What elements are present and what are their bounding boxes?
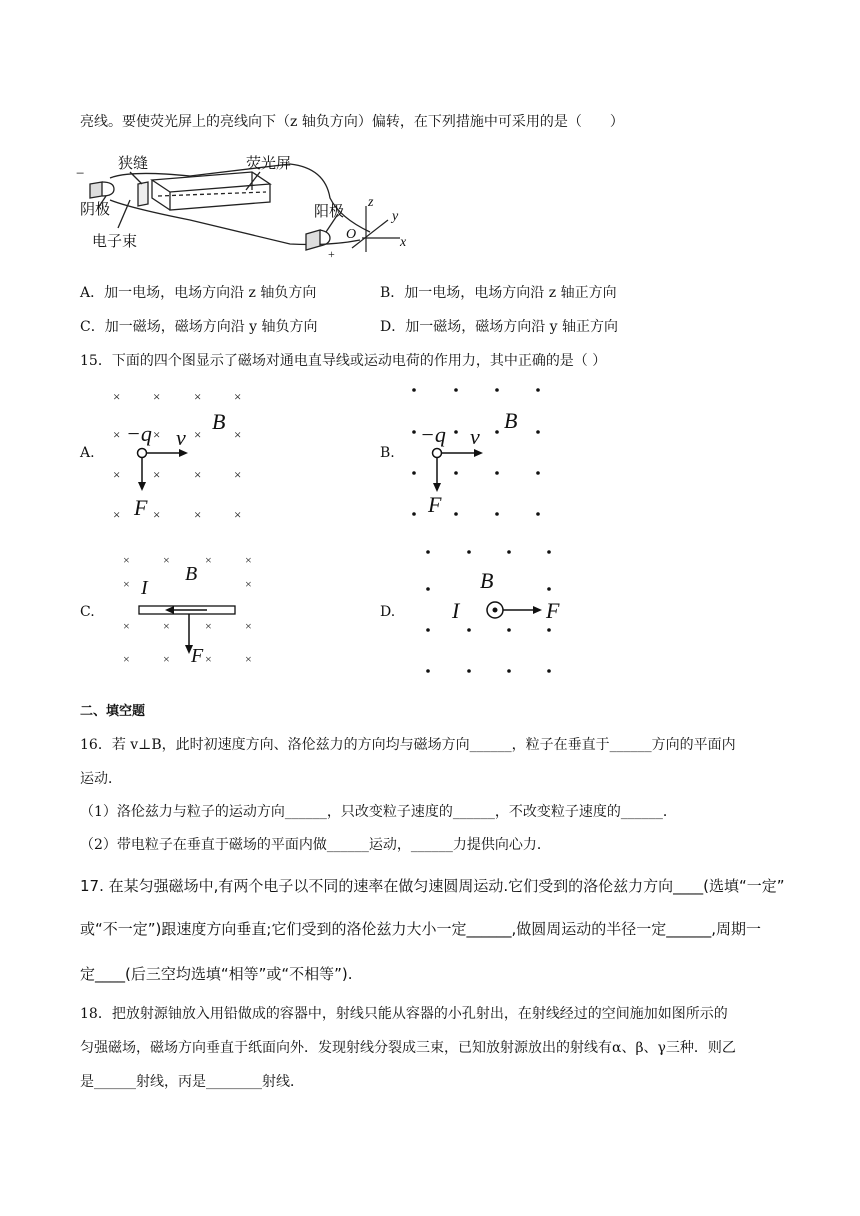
crt-figure — [70, 148, 430, 260]
svg-text:×: × — [163, 652, 170, 666]
svg-text:×: × — [113, 427, 121, 442]
minus-sign: − — [76, 166, 85, 182]
force-label-c: F — [191, 645, 204, 667]
svg-text:×: × — [205, 652, 212, 666]
svg-text:×: × — [245, 619, 252, 633]
charge-label-a: −q — [126, 421, 152, 446]
cathode-label: 阴极 — [80, 202, 111, 218]
q14-option-c: C．加一磁场，磁场方向沿 y 轴负方向 — [80, 319, 318, 335]
svg-text:×: × — [205, 619, 212, 633]
svg-text:×: × — [153, 467, 161, 482]
q15-figure-d — [410, 540, 570, 680]
q16-line2: 运动． — [80, 771, 122, 787]
q14-option-b: B．加一电场，电场方向沿 z 轴正方向 — [380, 285, 617, 301]
svg-text:×: × — [234, 507, 242, 522]
svg-text:×: × — [245, 553, 252, 567]
svg-text:×: × — [234, 467, 242, 482]
q16-sub2: （2）带电粒子在垂直于磁场的平面内做______运动，______力提供向心力． — [80, 837, 551, 853]
force-label-d: F — [546, 598, 560, 623]
svg-text:×: × — [234, 389, 242, 404]
q18-line3: 是______射线，丙是________射线． — [80, 1074, 304, 1090]
velocity-label-b: v — [470, 424, 480, 449]
svg-text:×: × — [163, 619, 170, 633]
svg-text:×: × — [123, 652, 130, 666]
svg-text:×: × — [245, 652, 252, 666]
svg-text:×: × — [123, 577, 130, 591]
svg-text:×: × — [153, 389, 161, 404]
field-label-c: B — [185, 563, 198, 585]
axis-z-label: z — [368, 195, 374, 210]
q15-stem: 15．下面的四个图显示了磁场对通电直导线或运动电荷的作用力，其中正确的是（ ） — [80, 353, 607, 369]
current-label-d: I — [452, 598, 460, 623]
current-label-c: I — [141, 577, 148, 599]
q15-figure-c — [115, 548, 265, 673]
svg-text:×: × — [123, 619, 130, 633]
q14-option-a: A．加一电场，电场方向沿 z 轴负方向 — [80, 285, 317, 301]
q16-line1: 16．若 v⊥B，此时初速度方向、洛伦兹力的方向均与磁场方向______，粒子在垂直于______方向的平面内 — [80, 737, 736, 753]
svg-text:×: × — [113, 467, 121, 482]
anode-label: 阳极 — [314, 204, 345, 220]
svg-text:×: × — [194, 389, 202, 404]
q14-stem-tail: 亮线。要使荧光屏上的亮线向下（z 轴负方向）偏转，在下列措施中可采用的是（ ） — [80, 114, 624, 130]
q15-label-c: C. — [80, 604, 95, 620]
svg-text:×: × — [153, 507, 161, 522]
q17-line3: 定____(后三空均选填“相等”或“不相等”). — [80, 965, 353, 983]
slit-label: 狭缝 — [118, 156, 149, 172]
q17-line2: 或“不一定”)跟速度方向垂直;它们受到的洛伦兹力大小一定______,做圆周运动的半径一定______,周期一 — [80, 920, 761, 938]
q15-figure-b — [400, 380, 560, 525]
charge-label-b: −q — [420, 422, 446, 447]
plus-sign: + — [328, 247, 335, 260]
q14-option-d: D．加一磁场，磁场方向沿 y 轴正方向 — [380, 319, 619, 335]
svg-text:×: × — [194, 467, 202, 482]
q15-label-a: A. — [80, 445, 95, 461]
svg-text:×: × — [234, 427, 242, 442]
svg-text:×: × — [113, 389, 121, 404]
q15-figure-a — [108, 385, 258, 525]
q18-line1: 18．把放射源铀放入用铅做成的容器中，射线只能从容器的小孔射出，在射线经过的空间施加如图所示的 — [80, 1006, 728, 1022]
force-label-a: F — [134, 495, 148, 520]
q18-line2: 匀强磁场，磁场方向垂直于纸面向外．发现射线分裂成三束，已知放射源放出的射线有α、β、γ三种．则乙 — [80, 1040, 736, 1056]
svg-text:×: × — [194, 427, 202, 442]
svg-text:×: × — [205, 553, 212, 567]
svg-text:×: × — [163, 553, 170, 567]
q15-label-d: D. — [380, 604, 396, 620]
velocity-label-a: v — [176, 425, 186, 450]
field-label-b: B — [504, 408, 518, 433]
svg-text:×: × — [113, 507, 121, 522]
q15-label-b: B. — [380, 445, 395, 461]
beam-label: 电子束 — [92, 234, 138, 250]
svg-text:×: × — [245, 577, 252, 591]
field-label-a: B — [212, 409, 226, 434]
origin-label: O — [346, 227, 357, 242]
svg-text:×: × — [123, 553, 130, 567]
axis-y-label: y — [392, 209, 399, 224]
field-label-d: B — [480, 568, 494, 593]
section-title-fill-blank: 二、填空题 — [80, 704, 146, 719]
force-label-b: F — [428, 492, 442, 517]
screen-label: 荧光屏 — [246, 156, 292, 172]
svg-text:×: × — [194, 507, 202, 522]
svg-text:×: × — [153, 427, 161, 442]
q17-line1: 17. 在某匀强磁场中,有两个电子以不同的速率在做匀速圆周运动.它们受到的洛伦兹力方向____(选填“一定” — [80, 877, 785, 895]
axis-x-label: x — [400, 235, 407, 250]
q16-sub1: （1）洛伦兹力与粒子的运动方向______，只改变粒子速度的______，不改变粒子速度的______． — [80, 804, 677, 820]
